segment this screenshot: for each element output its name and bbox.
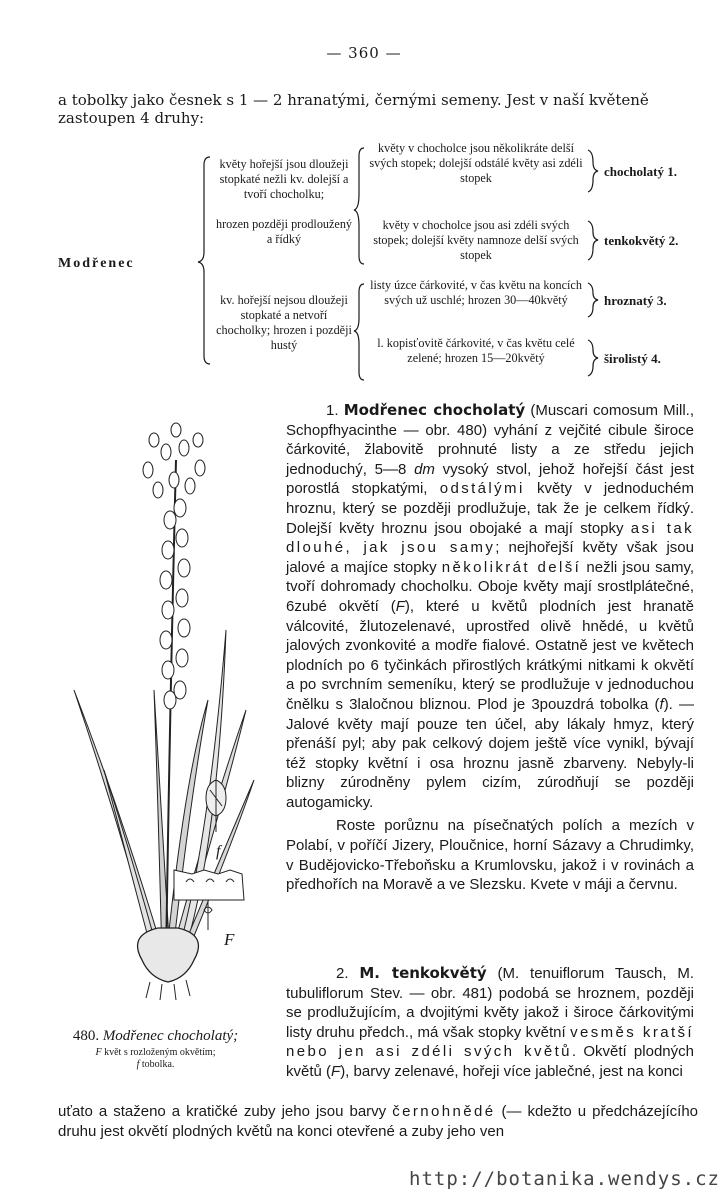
key-result-2: tenkokvětý 2. — [604, 233, 679, 248]
species-1-desc-d: ; nejhořejší květy však jsou jalové a majíce stopky — [286, 539, 694, 576]
species-1-name: Modřenec chocholatý — [343, 401, 526, 419]
species-1-desc-a: (Muscari comosum Mill., Schopfhyacinthe — obr. 480) vyhání z vejčité cibule široce čárkovité, žlabovitě prohnuté listy a ze středu jejich jednoduchý, 5—8 — [286, 402, 695, 478]
caption-ref-f: f — [136, 1059, 140, 1070]
caption-line-3: tobolka. — [141, 1059, 175, 1070]
caption-number: 480. — [72, 1028, 100, 1044]
key-lead-3: listy úzce čárkovité, v čas květu na koncích svých už uschlé; hrozen 30—40květý — [370, 278, 582, 307]
species-1-distribution: Roste porůznu na písečnatých polích a mezích v Polabí, v poříčí Jizery, Ploučnice, horní Sázavy a Chrudimky, v Budějovicko-Třeboňsku a Krumlovsku, jakož i v rovinách a předhořích na Moravě a ve Slezsku. Kvete v máji a červnu. — [286, 817, 694, 894]
species-2-text-full-width — [58, 1102, 698, 1141]
intro-paragraph: a tobolky jako česnek s 1 — 2 hranatými, černými semeny. Jest v naší květeně zastoupen 4 druhy: — [58, 91, 649, 127]
key-lead-4: l. kopisťovitě čárkovité, v čas květu celé zelené; hrozen 15—20květý — [377, 336, 575, 365]
species-1-emph-1: odstálými — [439, 480, 525, 498]
key-genus-label: Modřenec — [58, 256, 135, 271]
species-1-desc-g: ). — Jalové květy mají pouze ten účel, aby lákaly hmyz, který přenáší pyl; aby pak celkový dojem ještě více vynikl, bývají též stopky květní i osa hroznu jasně zbarveny. Nebyly-li blizny zúrodněny pylem cizím, zúrodňují se později autogamicky. — [286, 695, 694, 811]
species-2-desc-b: . Okvětí plodných květů ( — [286, 1043, 694, 1080]
species-2-desc-a: (M. tenuiflorum Tausch, M. tubuliflorum Stev. — obr. 481) podobá se hroznem, později se prodlužujícím, a dvojitými květy jakož i široce čárkovitými listy druhu předch., má však stopky květní — [286, 965, 695, 1041]
figure-caption-detail — [58, 1047, 253, 1071]
species-2-desc-c: ), barvy zelenavé, hořeji více jablečné, jest na konci — [340, 1062, 683, 1080]
species-2-text — [286, 964, 694, 1082]
caption-line-2: květ s rozloženým okvětím; — [104, 1047, 216, 1058]
key-branch-b: kv. hořejší nejsou dloužeji stopkaté a netvoří chocholky; hrozen i později hustý — [216, 293, 352, 352]
species-1-ref-f: f — [659, 695, 664, 713]
brace-r2 — [588, 221, 598, 260]
species-1-unit: dm — [414, 460, 435, 478]
species-2-ref-F: F — [331, 1062, 341, 1080]
species-2-desc-e: (— kdežto u předcházejícího druhu jest okvětí plodných květů na konci otevřené a zuby jeho ven — [58, 1103, 698, 1140]
species-1-desc-f: ), které u květů plodních jest hranatě válcovité, žlutozelenavé, uprostřed olivě hnědé, u květů jalových zvonkovité a modře fialové. Ostatně jest ve květech plodních po 6 tyčinkách přirostlých krátkými nitkami k okvětí a po svrchním semeníku, který se prodlužuje v jednoduchou čnělku s 3laločnou bliznou. Plod je 3pouzdrá tobolka ( — [286, 597, 695, 713]
species-1-desc-c: květy v jednoduchém hroznu, který se později prodlužuje, tak že je celkem řídký. Dolejší květy hroznu jsou obojaké a mají stopky — [286, 480, 694, 537]
key-lead-2: květy v chocholce jsou asi zdéli svých stopek; dolejší květy namnoze delší svých stopek — [373, 218, 579, 262]
key-result-3: hroznatý 3. — [604, 293, 667, 308]
caption-ref-F: F — [95, 1047, 102, 1058]
caption-title: Modřenec chocholatý; — [102, 1028, 239, 1044]
figure-label-f: f — [216, 843, 221, 860]
key-branch-a2: hrozen později prodloužený a řídký — [215, 217, 353, 246]
figure-caption-title — [58, 1028, 253, 1045]
key-branch-a: květy hořejší jsou dloužeji stopkaté nežli kv. dolejší a tvoří chocholku; — [219, 157, 349, 201]
footer-url[interactable]: http://botanika.wendys.cz — [409, 1168, 720, 1190]
species-1-number: 1. — [326, 402, 339, 419]
brace-r3 — [588, 283, 598, 317]
brace-genus — [198, 157, 210, 364]
species-1-text — [286, 401, 694, 895]
species-2-name: M. tenkokvětý — [359, 964, 487, 982]
species-2-emph-1: vesměs kratší nebo jen asi zdéli svých květů — [286, 1023, 694, 1061]
key-braces — [0, 0, 728, 400]
species-2-emph-2: černohnědé — [392, 1103, 496, 1120]
key-lead-1: květy v chocholce jsou několikráte delší svých stopek; dolejší odstálé květy asi zdéli stopek — [369, 141, 583, 185]
brace-b — [354, 284, 364, 380]
species-2-desc-d: uťato a staženo a kratičké zuby jeho jsou barvy — [58, 1103, 387, 1120]
muscari-comosum-illustration — [58, 400, 278, 1020]
species-1-desc-e: nežli jsou samy, tvoří dohromady chocholku. Oboje květy mají srostlplátečné, 6zubé okvětí ( — [286, 558, 694, 615]
brace-r1 — [588, 150, 598, 192]
brace-a — [354, 148, 364, 264]
key-result-1: chocholatý 1. — [604, 164, 677, 179]
species-1-emph-2: asi tak dlouhé, jak jsou samy — [286, 519, 694, 557]
page-number: — 360 — — [326, 44, 402, 62]
brace-r4 — [588, 340, 598, 376]
species-1-desc-b: vysoký stvol, jehož hořejší část jest porostlá stopkatými, — [286, 460, 694, 498]
species-1-ref-F: F — [395, 597, 405, 615]
species-1-emph-3: několikrát delší — [441, 558, 582, 576]
species-2-number: 2. — [336, 965, 349, 982]
key-result-4: širolistý 4. — [604, 351, 661, 366]
figure-label-F: F — [224, 930, 235, 949]
